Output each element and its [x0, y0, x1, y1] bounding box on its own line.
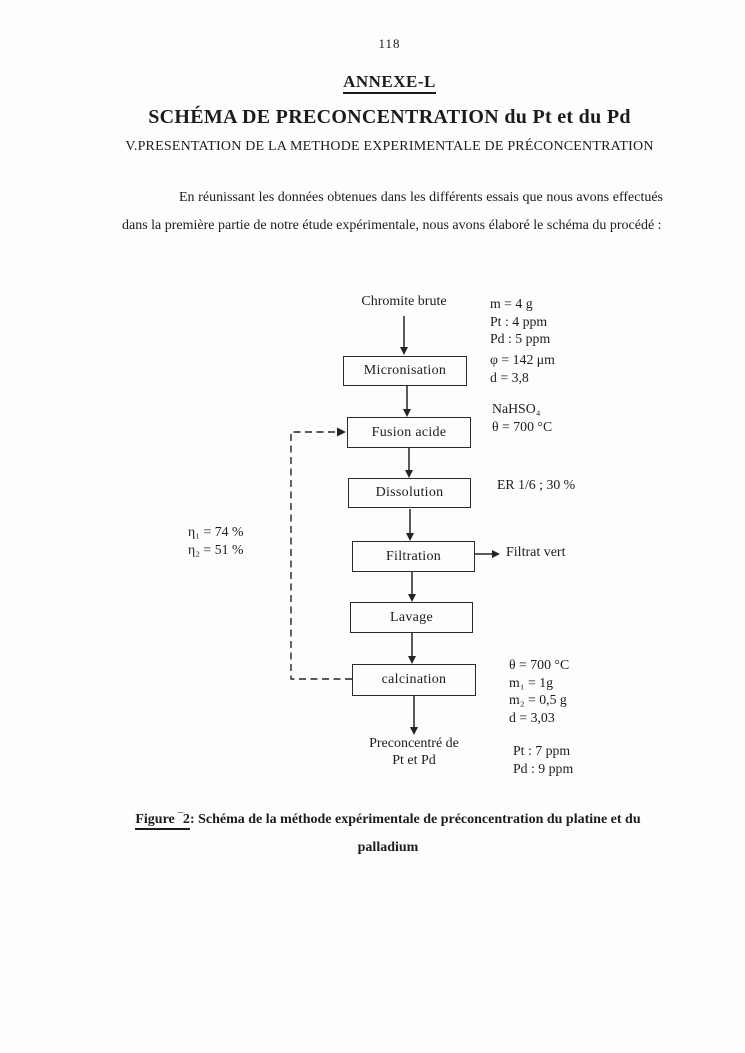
annotation-line: η₁ = 74 %: [188, 524, 244, 539]
annotation-micronisation: [490, 351, 555, 386]
figure-caption-label: Figure ‾2: [135, 812, 190, 830]
flow-step-filtration: Filtration: [352, 541, 475, 572]
annotation-line: Pd : 9 ppm: [513, 760, 574, 776]
flow-side-output-label: Filtrat vert: [506, 545, 566, 560]
annotation-line: d = 3,03: [509, 709, 555, 725]
annotation-dissolution: [497, 476, 575, 494]
annotation-line: Pd : 5 ppm: [490, 331, 551, 346]
annotation-line: d = 3,8: [490, 369, 529, 385]
annotation-line: Pt : 7 ppm: [513, 743, 571, 758]
arrow-filtration-to-lavage: [408, 572, 416, 602]
flow-step-calcination: calcination: [352, 664, 476, 696]
flow-output-label-line: Preconcentré de: [369, 736, 459, 751]
flow-output-label: [338, 736, 490, 769]
flow-output-label-line: Pt et Pd: [392, 752, 436, 768]
arrow-input-to-micronisation: [400, 316, 408, 355]
flow-input-label: Chromite brute: [361, 294, 447, 309]
intro-paragraph: En réunissant les données obtenues dans les différents essais que nous avons effectués dans la première partie de notre étude expérimentale, nous avons élaboré le schéma du procédé :: [122, 190, 663, 233]
annex-title: [0, 72, 745, 92]
flowchart: [0, 290, 745, 795]
arrow-dissolution-to-filtration: [406, 509, 414, 541]
annotation-line: m = 4 g: [490, 296, 533, 311]
annotation-yields: [188, 523, 243, 559]
flow-step-micronisation: Micronisation: [343, 356, 467, 386]
recycle-loop-calcination-to-fusion: [291, 428, 352, 680]
arrow-fusion-to-dissolution: [405, 448, 413, 478]
annotation-line: η₂ = 51 %: [188, 542, 244, 557]
figure-caption: [78, 806, 698, 862]
annotation-line: m₁ = 1g: [509, 674, 554, 690]
annotation-input: [490, 295, 550, 348]
page-number: 118: [378, 36, 401, 51]
annotation-line: Pt : 4 ppm: [490, 313, 548, 329]
annotation-line: m₂ = 0,5 g: [509, 692, 567, 707]
arrow-filtration-to-filtrat-vert: [475, 550, 500, 558]
arrow-calcination-to-output: [410, 696, 418, 735]
figure-caption-text: : Schéma de la méthode expérimentale de préconcentration du platine et du: [189, 812, 641, 827]
section-heading: V.PRESENTATION DE LA METHODE EXPERIMENTALE DE PRÉCONCENTRATION: [125, 139, 654, 154]
arrow-micronisation-to-fusion: [403, 386, 411, 417]
annotation-line: φ = 142 μm: [490, 352, 555, 367]
figure-caption-text-line2: palladium: [357, 840, 419, 855]
flow-step-lavage: Lavage: [350, 602, 473, 633]
annotation-fusion-acide: [492, 400, 552, 435]
flow-step-fusion-acide: Fusion acide: [347, 417, 471, 448]
annotation-line: θ = 700 °C: [509, 657, 570, 672]
annotation-line: ER 1/6 ; 30 %: [497, 477, 576, 492]
annex-title-text: ANNEXE-L: [343, 72, 436, 94]
annotation-calcination: [509, 656, 569, 726]
main-title: SCHÉMA DE PRECONCENTRATION du Pt et du Pd: [148, 106, 631, 128]
flow-step-dissolution: Dissolution: [348, 478, 471, 508]
annotation-line: NaHSO₄: [492, 401, 541, 416]
annotation-output: [513, 742, 573, 777]
arrow-lavage-to-calcination: [408, 633, 416, 664]
annotation-line: θ = 700 °C: [492, 418, 553, 434]
